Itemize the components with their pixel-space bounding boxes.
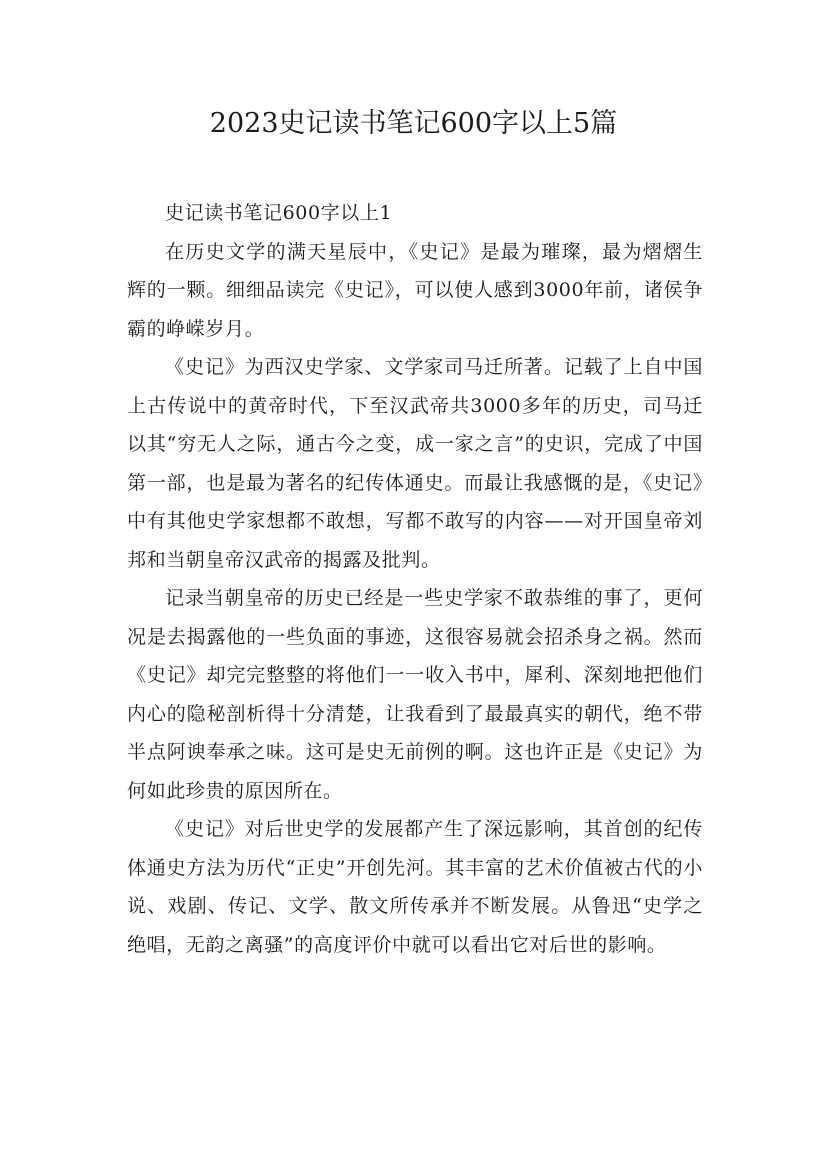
paragraph-4: 《史记》对后世史学的发展都产生了深远影响，其首创的纪传体通史方法为历代“正史”开创先河。其丰富的艺术价值被古代的小说、戏剧、传记、文学、散文所传承并不断发展。从鲁迅“史学之绝唱，无韵之离骚”的高度评价中就可以看出它对后世的影响。 <box>127 818 703 956</box>
document-title: 2023史记读书笔记600字以上5篇 <box>209 108 618 139</box>
paragraph-2: 《史记》为西汉史学家、文学家司马迁所著。记载了上自中国上古传说中的黄帝时代，下至汉武帝共3000多年的历史，司马迁以其“穷无人之际，通古今之变，成一家之言”的史识，完成了中国第一部，也是最为著名的纪传体通史。而最让我感慨的是，《史记》中有其他史学家想都不敢想，写都不敢写的内容——对开国皇帝刘邦和当朝皇帝汉武帝的揭露及批判。 <box>127 356 703 571</box>
paragraph-1: 在历史文学的满天星辰中，《史记》是最为璀璨，最为熠熠生辉的一颗。细细品读完《史记》，可以使人感到3000年前，诸侯争霸的峥嵘岁月。 <box>127 240 703 340</box>
section-heading: 史记读书笔记600字以上1 <box>165 202 393 224</box>
paragraph-3: 记录当朝皇帝的历史已经是一些史学家不敢恭维的事了，更何况是去揭露他的一些负面的事迹，这很容易就会招杀身之祸。然而《史记》却完完整整的将他们一一收入书中，犀利、深刻地把他们内心的隐秘剖析得十分清楚，让我看到了最最真实的朝代，绝不带半点阿谀奉承之味。这可是史无前例的啊。这也许正是《史记》为何如此珍贵的原因所在。 <box>127 587 703 802</box>
document-body <box>127 194 703 964</box>
